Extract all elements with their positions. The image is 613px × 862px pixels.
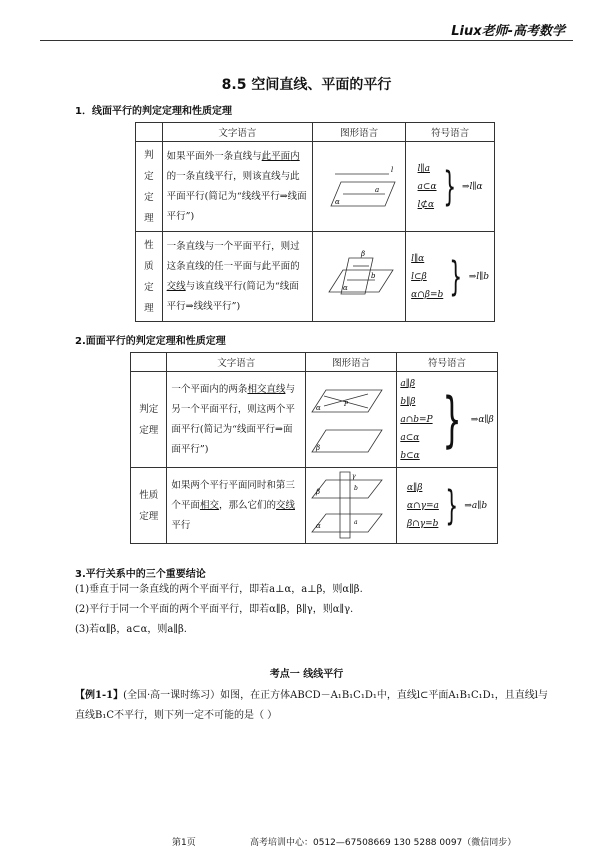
page-title: 8.5 空间直线、平面的平行 — [221, 77, 392, 93]
section2-heading: 2.面面平行的判定定理和性质定理 — [75, 336, 226, 347]
s2-row2-symbol: α∥β α∩γ=a β∩γ=b } ⇒a∥b — [397, 468, 498, 544]
s2-row1-text: 一个平面内的两条相交直线与另一个平面平行，则这两个平面平行(简记为“线面平行⇒面面平行”) — [167, 372, 306, 468]
table-line-plane — [135, 122, 495, 322]
plane-bottom2 — [312, 514, 382, 532]
label-P: P — [344, 401, 349, 408]
s2-row2-figure — [306, 468, 397, 544]
s2-row2-text: 如果两个平行平面同时和第三个平面相交，那么它们的交线平行 — [167, 468, 306, 544]
s2-row1-symbol: a∥β b∥β a∩b=P a⊂α b⊂α } ⇒α∥β — [397, 372, 498, 468]
col-figure: 图形语言 — [313, 123, 406, 142]
label-a: a — [375, 186, 380, 194]
s2-row2-label: 性质 定理 — [131, 468, 167, 544]
example-line1: (全国·高一课时练习）如图，在正方体ABCD－A₁B₁C₁D₁中，直线l⊂平面A₁B₁C₁D₁，且直线l与 — [123, 690, 548, 701]
label-beta3: β — [316, 488, 321, 496]
label-alpha3: α — [316, 404, 321, 412]
label-a3: a — [354, 519, 358, 526]
s2-row1-figure — [306, 372, 397, 468]
label-alpha: α — [335, 198, 340, 206]
section3-heading: 3.平行关系中的三个重要结论 — [75, 569, 206, 580]
conclusion-item: (2)平行于同一个平面的两个平面平行，即若α∥β，β∥γ，则α∥γ. — [75, 604, 354, 615]
label-beta2: β — [316, 444, 321, 452]
header-brand: Liux — [451, 24, 482, 39]
row1-figure — [313, 142, 406, 232]
header-title: 老师-高考数学 — [481, 24, 565, 39]
example-line2: 直线B₁C不平行，则下列一定不可能的是（ ） — [75, 710, 278, 721]
row2-symbol: l∥α l⊂β α∩β=b } ⇒l∥b — [406, 232, 495, 322]
col-text: 文字语言 — [162, 123, 313, 142]
figure-third-plane — [306, 468, 396, 540]
conclusion-item: (1)垂直于同一条直线的两个平面平行，即若a⊥α，a⊥β，则α∥β. — [75, 584, 363, 595]
row2-text: 一条直线与一个平面平行，则过这条直线的任一平面与此平面的交线与该直线平行(简记为“线面平行⇒线线平行”) — [162, 232, 313, 322]
col-symbol2: 符号语言 — [397, 353, 498, 372]
row2-figure — [313, 232, 406, 322]
table-plane-plane — [130, 352, 498, 544]
brace-icon: } — [442, 163, 456, 210]
plane-bottom — [312, 430, 382, 452]
kaodian-heading: 考点一 线线平行 — [269, 669, 344, 680]
label-gamma: γ — [352, 473, 356, 480]
col-symbol: 符号语言 — [406, 123, 495, 142]
row1-symbol: l∥a a⊂α l⊄α } ⇒l∥α — [406, 142, 495, 232]
example-block — [75, 686, 575, 726]
label-alpha4: α — [316, 522, 321, 530]
label-beta: β — [361, 250, 366, 258]
conclusions-list — [75, 580, 363, 640]
row1-label: 判 定 定 理 — [136, 142, 163, 232]
brace-icon: } — [449, 253, 463, 300]
brace-icon: } — [442, 384, 462, 455]
conclusion-item: (3)若α∥β，a⊂α，则a∥β. — [75, 624, 187, 635]
figure-planes-parallel — [306, 372, 396, 464]
row1-text: 如果平面外一条直线与此平面内的一条直线平行，则该直线与此平面平行(简记为“线线平行⇒线面平行”) — [162, 142, 313, 232]
figure-line-parallel-plane — [313, 142, 405, 228]
plane-alpha — [329, 270, 393, 292]
section1-heading: 1．线面平行的判定定理和性质定理 — [75, 106, 232, 117]
label-alpha2: α — [343, 284, 348, 292]
label-b2: b — [354, 485, 358, 492]
footer-contact: 高考培训中心：0512—67508669 130 5288 0097（微信同步） — [250, 838, 517, 848]
plane-gamma — [340, 472, 350, 538]
col-text2: 文字语言 — [167, 353, 306, 372]
plane-top2 — [312, 480, 382, 498]
header-rule — [40, 40, 573, 41]
row2-label: 性 质 定 理 — [136, 232, 163, 322]
s2-row1-label: 判定 定理 — [131, 372, 167, 468]
figure-plane-intersect — [313, 232, 405, 318]
col-figure2: 图形语言 — [306, 353, 397, 372]
label-b: b — [371, 272, 376, 280]
example-label: 【例1-1】 — [75, 690, 124, 701]
footer-page: 第1页 — [172, 838, 196, 848]
brace-icon: } — [445, 482, 458, 529]
page-header — [451, 20, 565, 39]
label-l: l — [391, 166, 394, 174]
